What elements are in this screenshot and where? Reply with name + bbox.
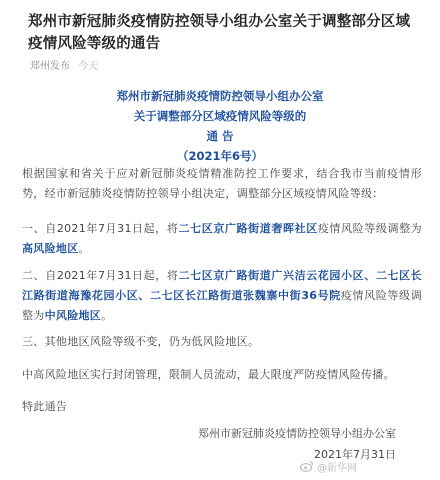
weibo-icon (300, 460, 314, 472)
item-2-highlight-area: 二七区京广路街道广兴洁云花园小区、二七区长江路街道海豫花园小区、二七区长江路街道张魏寨中街36号院 (22, 269, 422, 302)
policy-paragraph: 中高风险地区实行封闭管理，限制人员流动，最大限度严防疫情风险传播。 (22, 368, 395, 381)
item-1-paragraph (22, 219, 422, 259)
item-1-highlight-level: 高风险地区 (22, 242, 79, 255)
notice-heading-line3: 通 告 (206, 129, 234, 143)
article-meta (30, 57, 98, 72)
item-1-text-c: 。 (78, 242, 90, 255)
intro-paragraph: 根据国家和省关于应对新冠肺炎疫情精准防控工作要求，结合我市当前疫情形势，经市新冠肺炎疫情防控领导小组决定，调整部分区域疫情风险等级： (22, 167, 422, 200)
item-1-text-a: 一、自2021年7月31日起，将 (22, 222, 179, 235)
notice-heading (0, 86, 440, 166)
article-source[interactable]: 郑州发布 (30, 61, 70, 72)
item-1-highlight-area: 二七区京广路街道奢晖社区 (178, 222, 318, 235)
watermark (300, 458, 357, 474)
item-2-text-b: 疫情风险等级调整为 (22, 289, 422, 322)
signature-date: 2021年7月31日 (314, 448, 396, 461)
item-2-text-a: 二、自2021年7月31日起，将 (22, 269, 179, 282)
item-2-paragraph (22, 266, 422, 326)
item-2-text-c: 。 (101, 309, 113, 322)
item-1-text-b: 疫情风险等级调整为 (317, 222, 422, 235)
notice-heading-line1: 郑州市新冠肺炎疫情防控领导小组办公室 (116, 89, 324, 103)
closing-text: 特此通告 (22, 400, 68, 413)
notice-heading-line2: 关于调整部分区域疫情风险等级的 (133, 109, 307, 123)
article-title: 郑州市新冠肺炎疫情防控领导小组办公室关于调整部分区域疫情风险等级的通告 (28, 14, 411, 52)
notice-number: （2021年6号） (176, 149, 263, 163)
article-time: 今天 (78, 61, 99, 72)
item-3-paragraph: 三、其他地区风险等级不变，仍为低风险地区。 (22, 335, 260, 348)
item-2-highlight-level: 中风险地区 (44, 309, 102, 322)
signature-org: 郑州市新冠肺炎疫情防控领导小组办公室 (198, 427, 396, 440)
watermark-text: @新华网 (317, 462, 357, 474)
